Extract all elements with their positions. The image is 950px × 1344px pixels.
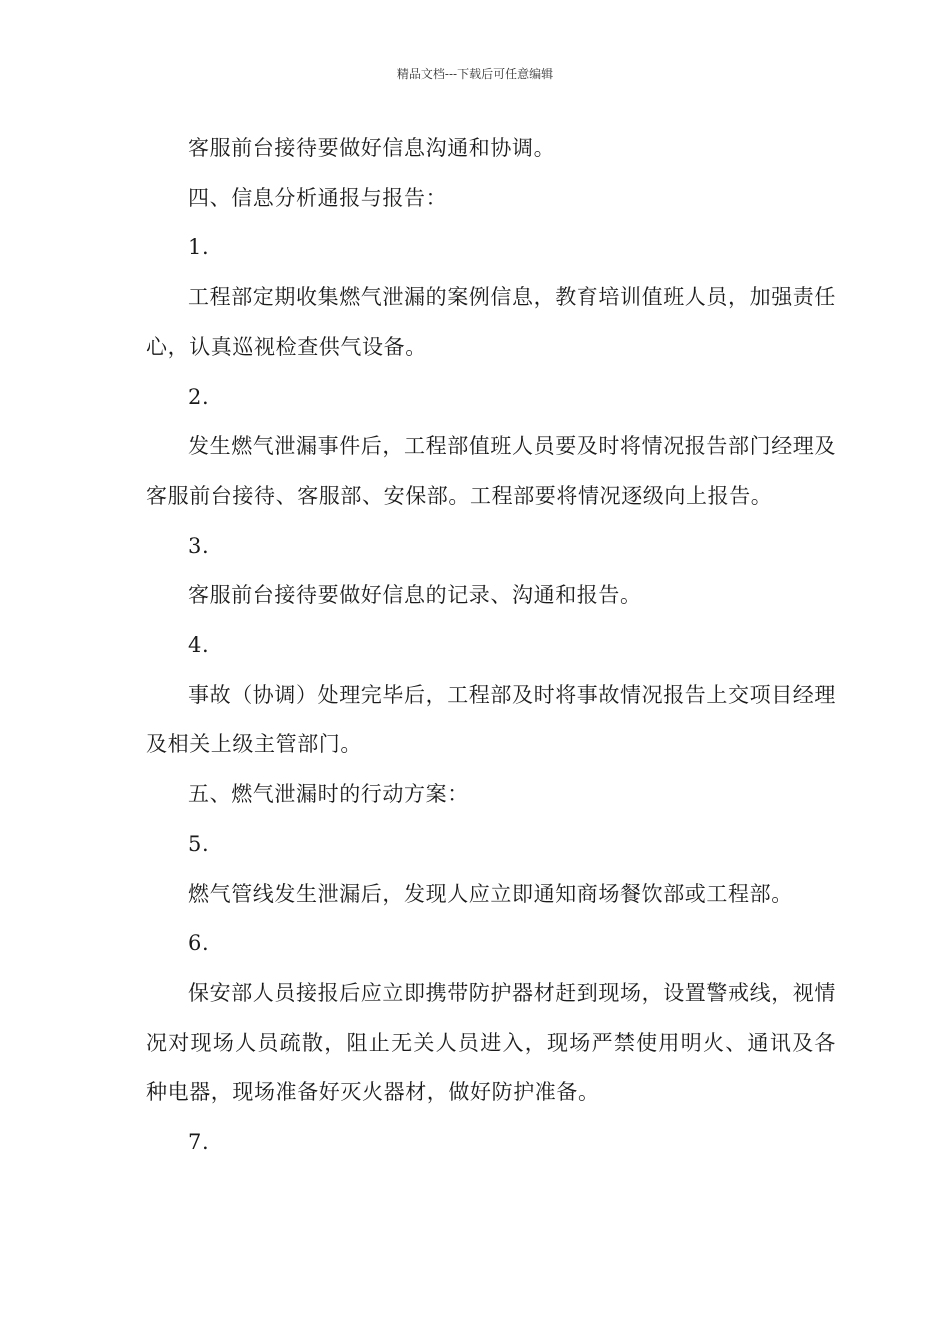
paragraph: 燃气管线发生泄漏后，发现人应立即通知商场餐饮部或工程部。	[188, 881, 793, 906]
list-number: 6.	[188, 931, 210, 956]
paragraph: 保安部人员接报后应立即携带防护器材赶到现场，设置警戒线，视情况对现场人员疏散，阻止无关人员进入，现场严禁使用明火、通讯及各种电器，现场准备好灭火器材，做好防护准备。	[146, 980, 836, 1105]
paragraph: 客服前台接待要做好信息沟通和协调。	[188, 136, 556, 160]
list-number: 7.	[188, 1130, 210, 1155]
list-number: 1.	[188, 235, 210, 260]
document-body	[146, 124, 836, 1168]
paragraph: 工程部定期收集燃气泄漏的案例信息，教育培训值班人员，加强责任心，认真巡视检查供气设备。	[146, 285, 836, 359]
section-heading: 五、燃气泄漏时的行动方案：	[188, 782, 469, 807]
list-number: 2.	[188, 384, 210, 409]
paragraph: 客服前台接待要做好信息的记录、沟通和报告。	[188, 583, 642, 608]
list-number: 3.	[188, 533, 210, 558]
list-number: 4.	[188, 633, 210, 658]
page-header: 精品文档---下载后可任意编辑	[396, 67, 554, 81]
paragraph: 发生燃气泄漏事件后，工程部值班人员要及时将情况报告部门经理及客服前台接待、客服部、安保部。工程部要将情况逐级向上报告。	[146, 434, 836, 508]
list-number: 5.	[188, 831, 210, 856]
section-heading: 四、信息分析通报与报告：	[188, 185, 448, 210]
paragraph: 事故（协调）处理完毕后，工程部及时将事故情况报告上交项目经理及相关上级主管部门。	[146, 682, 836, 757]
